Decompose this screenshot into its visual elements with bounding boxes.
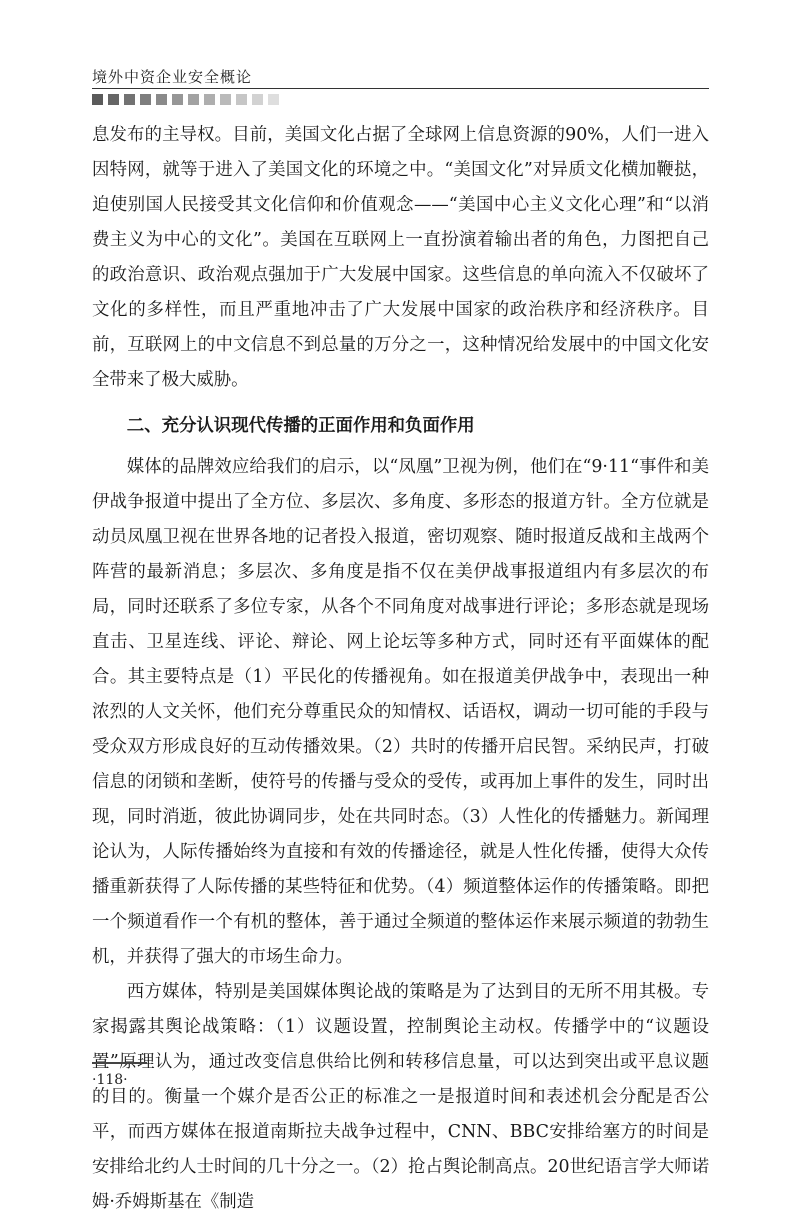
decorative-square <box>172 94 183 105</box>
decorative-square <box>252 94 263 105</box>
decorative-square <box>108 94 119 105</box>
decorative-square <box>220 94 231 105</box>
decorative-square <box>124 94 135 105</box>
decorative-square <box>204 94 215 105</box>
paragraph-2: 媒体的品牌效应给我们的启示，以“凤凰”卫视为例，他们在“9·11“事件和美伊战争报道中提出了全方位、多层次、多角度、多形态的报道方针。全方位就是动员凤凰卫视在世界各地的记者投入报道，密切观察、随时报道反战和主战两个阵营的最新消息；多层次、多角度是指不仅在美伊战事报道组内有多层次的布局，同时还联系了多位专家，从各个不同角度对战事进行评论；多形态就是现场直击、卫星连线、评论、辩论、网上论坛等多种方式，同时还有平面媒体的配合。其主要特点是（1）平民化的传播视角。如在报道美伊战争中，表现出一种浓烈的人文关怀，他们充分尊重民众的知情权、话语权，调动一切可能的手段与受众双方形成良好的互动传播效果。（2）共时的传播开启民智。采纳民声，打破信息的闭锁和垄断，使符号的传播与受众的受传，或再加上事件的发生，同时出现，同时消逝，彼此协调同步，处在共同时态。（3）人性化的传播魅力。新闻理论认为，人际传播始终为直接和有效的传播途径，就是人性化传播，使得大众传播重新获得了人际传播的某些特征和优势。（4）频道整体运作的传播策略。即把一个频道看作一个有机的整体，善于通过全频道的整体运作来展示频道的勃勃生机，并获得了强大的市场生命力。 <box>92 457 709 967</box>
decorative-square <box>236 94 247 105</box>
decorative-square <box>92 94 103 105</box>
decorative-square-strip <box>92 94 279 105</box>
footer-rule <box>92 1062 147 1064</box>
page-number: ·118· <box>92 1072 128 1088</box>
paragraph-3: 西方媒体，特别是美国媒体舆论战的策略是为了达到目的无所不用其极。专家揭露其舆论战策略：（1）议题设置，控制舆论主动权。传播学中的“议题设置”原理认为，通过改变信息供给比例和转移信息量，可以达到突出或平息议题的目的。衡量一个媒介是否公正的标准之一是报道时间和表述机会分配是否公平，而西方媒体在报道南斯拉夫战争过程中，CNN、BBC安排给塞方的时间是安排给北约人士时间的几十分之一。（2）抢占舆论制高点。20世纪语言学大师诺姆·乔姆斯基在《制造 <box>92 982 709 1212</box>
decorative-square <box>268 94 279 105</box>
decorative-square <box>156 94 167 105</box>
section-heading: 二、充分认识现代传播的正面作用和负面作用 <box>126 416 475 436</box>
header-rule <box>92 88 709 89</box>
body-text <box>92 118 709 1220</box>
decorative-square <box>188 94 199 105</box>
decorative-square <box>140 94 151 105</box>
running-header-title: 境外中资企业安全概论 <box>92 68 253 86</box>
paragraph-1: 息发布的主导权。目前，美国文化占据了全球网上信息资源的90%，人们一进入因特网，就等于进入了美国文化的环境之中。“美国文化”对异质文化横加鞭挞，迫使别国人民接受其文化信仰和价值观念——“美国中心主义文化心理”和“以消费主义为中心的文化”。美国在互联网上一直扮演着输出者的角色，力图把自己的政治意识、政治观点强加于广大发展中国家。这些信息的单向流入不仅破坏了文化的多样性，而且严重地冲击了广大发展中国家的政治秩序和经济秩序。目前，互联网上的中文信息不到总量的万分之一，这种情况给发展中的中国文化安全带来了极大威胁。 <box>92 125 709 390</box>
